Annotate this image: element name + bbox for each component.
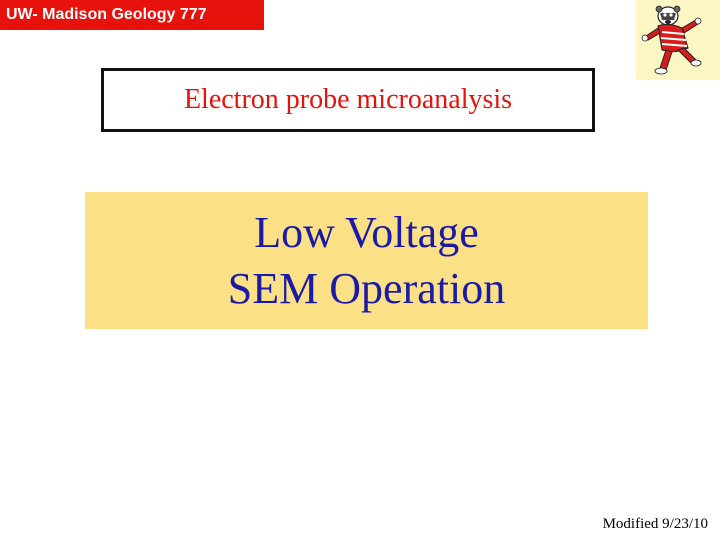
course-label: UW- Madison Geology 777: [0, 0, 264, 30]
badger-mascot-icon: [636, 0, 720, 80]
slide-title: Electron probe microanalysis: [101, 68, 595, 132]
subtitle-panel: [85, 192, 648, 329]
subtitle-line-1: Low Voltage: [254, 207, 479, 257]
modified-date: Modified 9/23/10: [602, 516, 708, 532]
subtitle-line-2: SEM Operation: [227, 263, 506, 313]
